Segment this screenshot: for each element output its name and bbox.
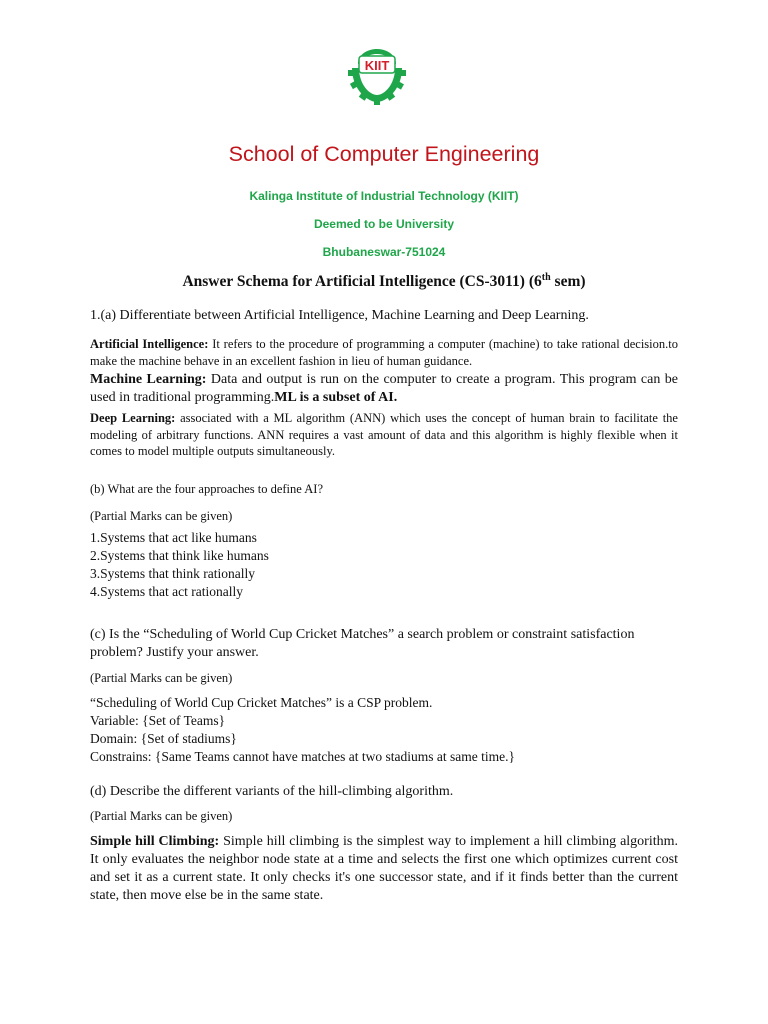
answer-dl: Deep Learning: associated with a ML algorithm (ANN) which uses the concept of human brain to facilitate the modeling of arbitrary functions. ANN requires a vast amount of data and this algorithm is highly flexible when it comes to model multiple outputs simultaneously. xyxy=(90,411,678,458)
schema-title: Answer Schema for Artificial Intelligence (CS-3011) (6th sem) xyxy=(182,272,586,291)
partial-marks-note-c: (Partial Marks can be given) xyxy=(90,671,233,685)
question-1d: (d) Describe the different variants of the hill-climbing algorithm. xyxy=(90,784,454,799)
approaches-list xyxy=(90,529,678,601)
question-1c: (c) Is the “Scheduling of World Cup Cricket Matches” a search problem or constraint satisfaction problem? Justify your answer. xyxy=(90,627,635,660)
ml-subset-note: ML is a subset of AI. xyxy=(274,390,398,405)
university-status: Deemed to be University xyxy=(313,217,455,231)
question-1a: 1.(a) Differentiate between Artificial Intelligence, Machine Learning and Deep Learning. xyxy=(90,308,589,323)
kiit-logo xyxy=(344,46,410,106)
dl-label: Deep Learning: xyxy=(90,411,176,425)
partial-marks-note-b: (Partial Marks can be given) xyxy=(90,509,233,523)
question-1b: (b) What are the four approaches to define AI? xyxy=(90,482,323,496)
location: Bhubaneswar-751024 xyxy=(322,245,446,259)
list-item: 3.Systems that think rationally xyxy=(90,566,255,581)
ai-label: Artificial Intelligence: xyxy=(90,337,209,351)
ml-label: Machine Learning: xyxy=(90,372,207,387)
answer-ml: Machine Learning: Data and output is run on the computer to create a program. This program can be used in traditional programming.ML is a subset of AI. xyxy=(90,372,678,405)
csp-variable: Variable: {Set of Teams} xyxy=(90,713,226,728)
answer-ai: Artificial Intelligence: It refers to the procedure of programming a computer (machine) to take rational decision.to make the machine behave in an excellent fashion in lieu of human guidance. xyxy=(90,337,678,368)
kiit-logo-text: KIIT xyxy=(364,58,390,73)
list-item: 2.Systems that think like humans xyxy=(90,548,269,563)
list-item: 1.Systems that act like humans xyxy=(90,530,257,545)
list-item: 4.Systems that act rationally xyxy=(90,584,243,599)
csp-domain: Domain: {Set of stadiums} xyxy=(90,731,237,746)
school-title: School of Computer Engineering xyxy=(228,142,540,166)
shc-label: Simple hill Climbing: xyxy=(90,834,220,849)
csp-constraint: Constrains: {Same Teams cannot have matches at two stadiums at same time.} xyxy=(90,749,515,764)
csp-statement: “Scheduling of World Cup Cricket Matches” is a CSP problem. xyxy=(90,695,433,710)
csp-answer xyxy=(90,694,678,766)
institute-name: Kalinga Institute of Industrial Technology (KIIT) xyxy=(249,189,519,203)
answer-simple-hill-climbing: Simple hill Climbing: Simple hill climbing is the simplest way to implement a hill climbing algorithm. It only evaluates the neighbor node state at a time and selects the first one which optimizes current cost and set it as a current state. It only checks it's one successor state, and if it finds better than the current state, then move else be in the same state. xyxy=(90,834,679,903)
partial-marks-note-d: (Partial Marks can be given) xyxy=(90,809,233,823)
